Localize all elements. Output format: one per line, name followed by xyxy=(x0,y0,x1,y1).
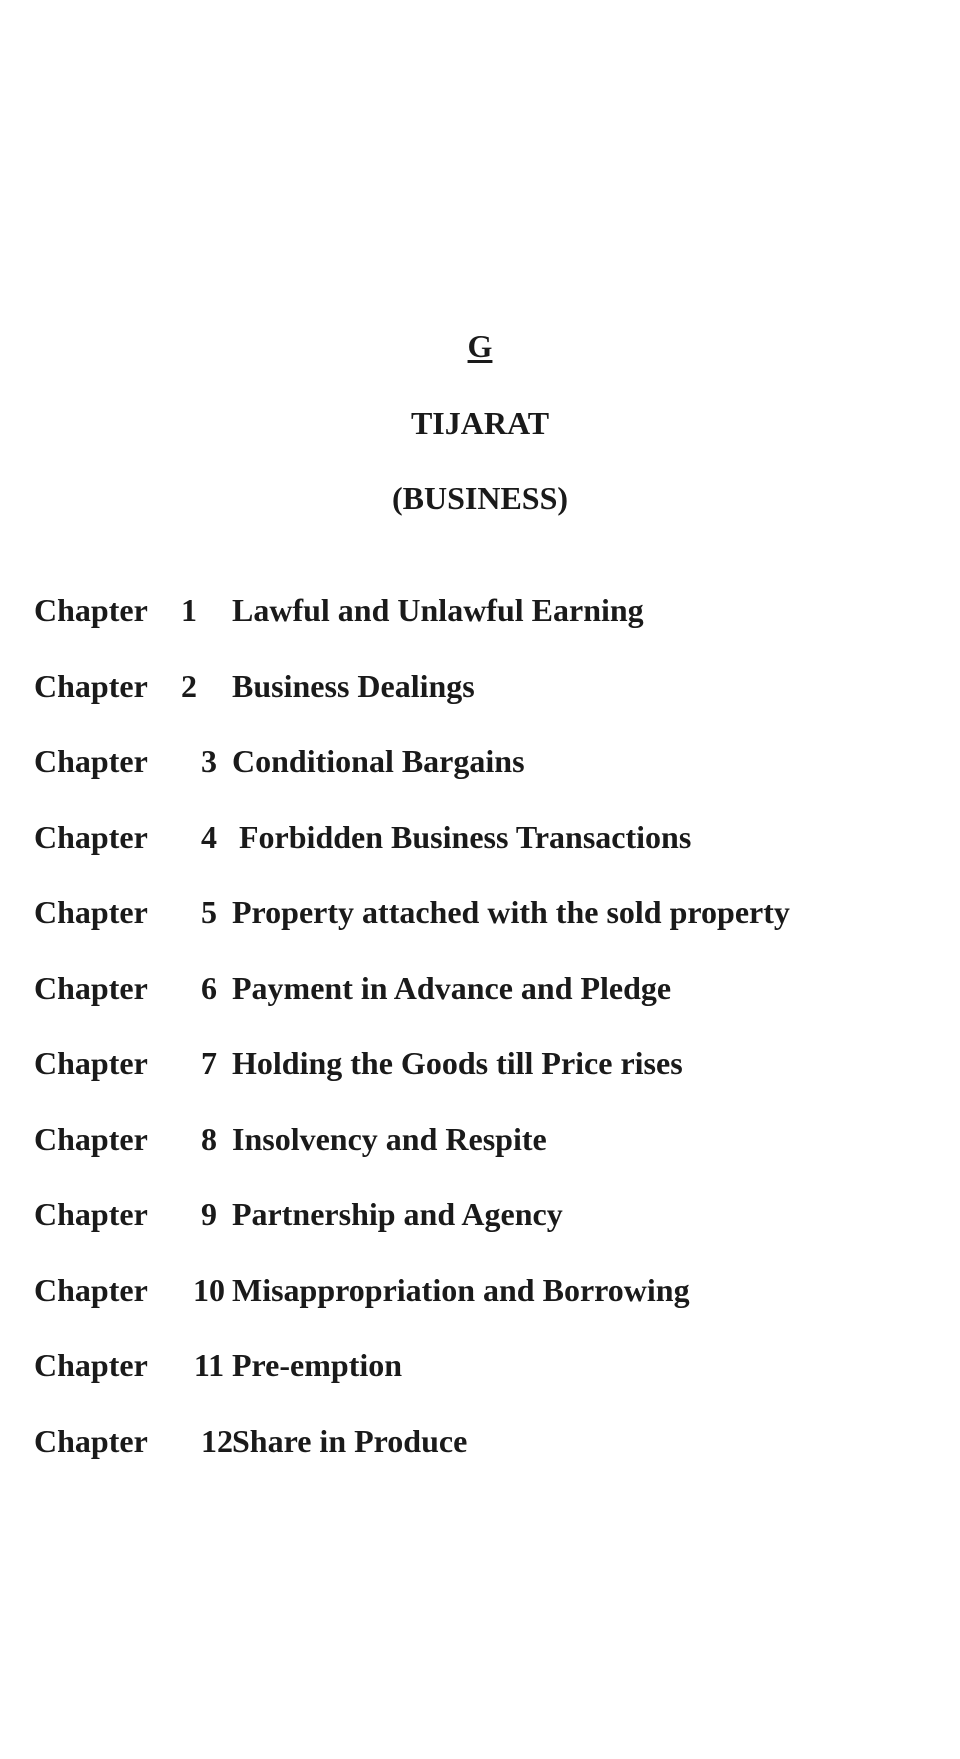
chapter-number: 3 xyxy=(201,743,217,779)
chapter-title: Property attached with the sold property xyxy=(232,894,790,930)
chapter-title: Pre-emption xyxy=(232,1347,403,1383)
chapter-label: Chapter xyxy=(34,818,148,855)
chapter-row xyxy=(34,1345,934,1421)
chapter-label: Chapter xyxy=(34,592,148,628)
chapter-row xyxy=(34,1194,934,1270)
chapter-row xyxy=(34,892,934,968)
chapter-label: Chapter xyxy=(34,1347,148,1383)
chapter-row xyxy=(34,666,934,742)
chapter-number: 10 xyxy=(193,1271,225,1308)
chapter-list xyxy=(34,590,934,1496)
chapter-row xyxy=(34,1119,934,1195)
chapter-title: Conditional Bargains xyxy=(232,743,525,779)
chapter-title: Business Dealings xyxy=(232,667,475,704)
chapter-title: Payment in Advance and Pledge xyxy=(232,969,672,1006)
chapter-number: 12 xyxy=(201,1422,233,1459)
chapter-title: Share in Produce xyxy=(232,1422,468,1459)
page-subtitle: (BUSINESS) xyxy=(391,480,569,516)
chapter-label: Chapter xyxy=(34,1422,148,1459)
chapter-title: Partnership and Agency xyxy=(232,1196,563,1232)
chapter-number: 7 xyxy=(201,1045,217,1081)
chapter-label: Chapter xyxy=(34,969,148,1006)
chapter-label: Chapter xyxy=(34,1196,148,1232)
chapter-number: 4 xyxy=(201,818,217,855)
chapter-label: Chapter xyxy=(34,894,148,930)
chapter-number: 6 xyxy=(201,969,217,1006)
chapter-number: 1 xyxy=(181,592,197,628)
chapter-row xyxy=(34,741,934,817)
chapter-row xyxy=(34,968,934,1044)
chapter-label: Chapter xyxy=(34,743,148,779)
chapter-row xyxy=(34,1270,934,1346)
section-letter: G xyxy=(467,328,493,364)
chapter-label: Chapter xyxy=(34,1045,148,1081)
chapter-number: 5 xyxy=(201,894,217,930)
chapter-title: Insolvency and Respite xyxy=(232,1120,547,1157)
chapter-label: Chapter xyxy=(34,667,148,704)
chapter-title: Forbidden Business Transactions xyxy=(239,818,692,855)
chapter-number: 11 xyxy=(193,1347,225,1383)
chapter-label: Chapter xyxy=(34,1120,148,1157)
chapter-title: Misappropriation and Borrowing xyxy=(232,1271,690,1308)
chapter-number: 2 xyxy=(181,667,197,704)
chapter-row xyxy=(34,1043,934,1119)
chapter-title: Lawful and Unlawful Earning xyxy=(232,592,644,628)
chapter-row xyxy=(34,1421,934,1497)
chapter-row xyxy=(34,590,934,666)
chapter-number: 9 xyxy=(201,1196,217,1232)
chapter-number: 8 xyxy=(201,1120,217,1157)
chapter-label: Chapter xyxy=(34,1271,148,1308)
chapter-row xyxy=(34,817,934,893)
chapter-title: Holding the Goods till Price rises xyxy=(232,1045,683,1081)
page-title: TIJARAT xyxy=(410,405,550,441)
